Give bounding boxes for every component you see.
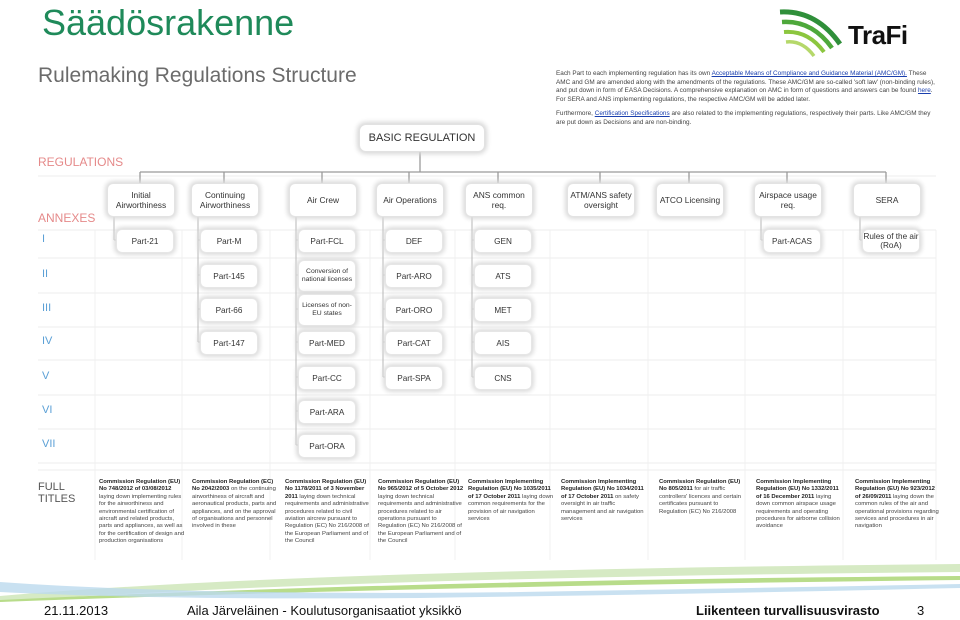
footer-wave-icon — [0, 562, 960, 602]
page-subtitle: Rulemaking Regulations Structure — [38, 64, 357, 87]
part-box[interactable]: Part-SPA — [385, 366, 443, 390]
annex-numeral: VII — [42, 438, 56, 450]
footer-author: Aila Järveläinen - Koulutusorganisaatiot yksikkö — [187, 603, 462, 618]
annex-numeral: V — [42, 370, 50, 382]
part-box[interactable]: Part-CC — [298, 366, 356, 390]
part-box[interactable]: Rules of the air (RoA) — [862, 229, 920, 253]
regulation-box[interactable]: ANS common req. — [465, 183, 533, 217]
full-title-text: Commission Implementing Regulation (EU) No 1035/2011 of 17 October 2011 laying down common requirements for the provision of air navigation services — [468, 479, 554, 523]
part-box[interactable]: Part-ORA — [298, 434, 356, 458]
note-text: Each Part to each implementing regulation has its own — [556, 70, 712, 77]
regulation-box[interactable]: Airspace usage req. — [754, 183, 822, 217]
full-title-text: Commission Implementing Regulation (EU) No 1332/2011 of 16 December 2011 laying down common airspace usage requirements and operating procedures for airborne collision avoidance — [756, 479, 840, 530]
part-box[interactable]: CNS — [474, 366, 532, 390]
part-box[interactable]: Part-ACAS — [763, 229, 821, 253]
footer-organization: Liikenteen turvallisuusvirasto — [696, 603, 880, 618]
regulation-box[interactable]: ATM/ANS safety oversight — [567, 183, 635, 217]
part-box[interactable]: Part-ARA — [298, 400, 356, 424]
part-box[interactable]: Part-147 — [200, 331, 258, 355]
part-box[interactable]: Part-145 — [200, 264, 258, 288]
part-box[interactable]: Part-21 — [116, 229, 174, 253]
full-title-text: Commission Implementing Regulation (EU) No 1034/2011 of 17 October 2011 on safety oversight in air traffic management and air navigation services — [561, 479, 644, 523]
annex-numeral: I — [42, 233, 46, 245]
footer-page-number: 3 — [917, 603, 925, 618]
part-box[interactable]: Conversion of national licenses — [298, 260, 356, 292]
regulation-box[interactable]: Continuing Airworthiness — [191, 183, 259, 217]
part-box[interactable]: Part-CAT — [385, 331, 443, 355]
regulation-box[interactable]: Air Crew — [289, 183, 357, 217]
full-title-text: Commission Regulation (EU) No 805/2011 for air traffic controllers' licences and certain certificates pursuant to Regulation (EC) No 216/2008 — [659, 479, 741, 515]
regulation-box[interactable]: ATCO Licensing — [656, 183, 724, 217]
part-box[interactable]: MET — [474, 298, 532, 322]
regulations-label: REGULATIONS — [38, 155, 124, 169]
note-text: Furthermore, — [556, 110, 595, 117]
footer-date: 21.11.2013 — [44, 603, 109, 618]
note-text: . For SERA and ANS implementing regulations, the respective AMC/GM will be added later. — [556, 87, 933, 103]
logo-text: TraFi — [848, 20, 908, 50]
regulation-box[interactable]: Initial Airworthiness — [107, 183, 175, 217]
part-box[interactable]: ATS — [474, 264, 532, 288]
part-box[interactable]: Part-MED — [298, 331, 356, 355]
annex-numeral: III — [42, 302, 52, 314]
full-title-text: Commission Regulation (EC) No 2042/2003 on the continuing airworthiness of aircraft and aeronautical products, parts and appliances, and on the approval of organisations and personnel involved in these — [192, 479, 277, 530]
full-title-text: Commission Regulation (EU) No 1178/2011 of 3 November 2011 laying down technical requirements and administrative procedures related to civil aviation aircrew pursuant to Regulation (EC) No 216/2008 of the European Parliament and of the Council — [285, 479, 369, 545]
part-box[interactable]: Part-FCL — [298, 229, 356, 253]
amc-gm-link[interactable]: Acceptable Means of Compliance and Guidance Material (AMC/GM). — [711, 70, 907, 77]
note-text: are also related to the implementing regulations, respectively their parts. Like AMC/GM they are put down as Decisions and are non-binding. — [556, 110, 931, 126]
regulation-box[interactable]: Air Operations — [376, 183, 444, 217]
regulation-box[interactable]: SERA — [853, 183, 921, 217]
certification-specifications-link[interactable]: Certification Specifications — [594, 110, 670, 117]
full-title-text: Commission Regulation (EU) No 748/2012 of 03/08/2012 laying down implementing rules for the airworthiness and environmental certification of aircraft and related products, parts and appliances, as well as for the certification of design and production organisations — [99, 479, 185, 545]
full-title-text: Commission Regulation (EU) No 965/2012 of 5 October 2012 laying down technical requirements and administrative procedures related to air operations pursuant to Regulation (EC) No 216/2008 of the European Parliament and of the Council — [378, 479, 464, 545]
part-box[interactable]: Licenses of non-EU states — [298, 294, 356, 326]
part-box[interactable]: AIS — [474, 331, 532, 355]
here-link[interactable]: here — [918, 87, 931, 95]
part-box[interactable]: Part-66 — [200, 298, 258, 322]
part-box[interactable]: DEF — [385, 229, 443, 253]
page-title: Säädösrakenne — [42, 2, 295, 43]
annexes-label: ANNEXES — [38, 211, 96, 225]
annex-numeral: IV — [42, 335, 53, 347]
basic-regulation-box[interactable]: BASIC REGULATION — [359, 124, 485, 152]
part-box[interactable]: Part-ARO — [385, 264, 443, 288]
annex-numeral: II — [42, 268, 49, 280]
part-box[interactable]: Part-M — [200, 229, 258, 253]
note-text: These AMC and GM are amended along with the amendments of the regulations. These AMC/GM are so-called 'soft law' (non-binding rules), and put down in form of EASA Decisions. A comprehensive explanation on AMC in form of questions and answers can be found — [556, 70, 935, 95]
part-box[interactable]: GEN — [474, 229, 532, 253]
part-box[interactable]: Part-ORO — [385, 298, 443, 322]
full-title-text: Commission Implementing Regulation (EU) No 923/2012 of 26/09/2011 laying down the common rules of the air and operational provisions regarding services and procedures in air navigation — [855, 479, 939, 530]
full-titles-text: FULL TITLES — [38, 481, 76, 505]
annex-numeral: VI — [42, 404, 53, 416]
